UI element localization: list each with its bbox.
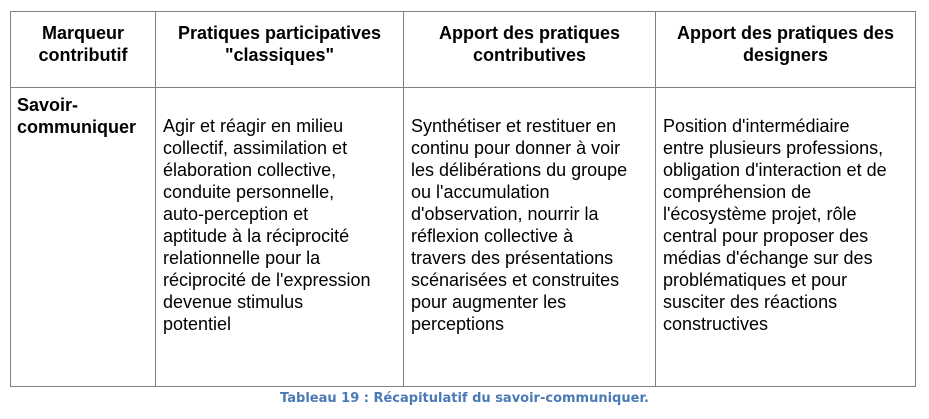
summary-table [10, 11, 916, 387]
cell-text: Agir et réagir en milieu collectif, assimilation et élaboration collective, conduite personnelle, auto-perception et aptitude à la réciprocité relationnelle pour la réciprocité de l'expression devenue stimulus potentiel [163, 116, 371, 334]
cell-text: Position d'intermédiaire entre plusieurs professions, obligation d'interaction et de compréhension de l'écosystème projet, rôle central pour proposer des médias d'échange sur des problématiques et pour susciter des réactions constructives [663, 116, 887, 334]
table-header-row [11, 12, 916, 88]
table-cell-designers [656, 88, 916, 387]
table-row [11, 88, 916, 387]
header-label: Marqueur contributif [38, 23, 128, 65]
table-cell-classic [156, 88, 404, 387]
table-caption: Tableau 19 : Récapitulatif du savoir-communiquer. [280, 391, 649, 406]
row-marker-cell [11, 88, 156, 387]
header-label: Apport des pratiques contributives [438, 23, 621, 65]
header-cell-contributive-practices [404, 12, 656, 88]
header-cell-marker [11, 12, 156, 88]
header-cell-classic-practices [156, 12, 404, 88]
table-cell-contributive [404, 88, 656, 387]
header-label: Pratiques participatives "classiques" [177, 23, 382, 65]
cell-text: Synthétiser et restituer en continu pour donner à voir les délibérations du groupe ou l'accumulation d'observation, nourrir la réflexion collective à travers des présentations scénarisées et construites pour augmenter les perceptions [411, 116, 628, 334]
header-cell-designer-practices [656, 12, 916, 88]
row-marker-label: Savoir- communiquer [17, 95, 137, 137]
header-label: Apport des pratiques des designers [676, 23, 895, 65]
